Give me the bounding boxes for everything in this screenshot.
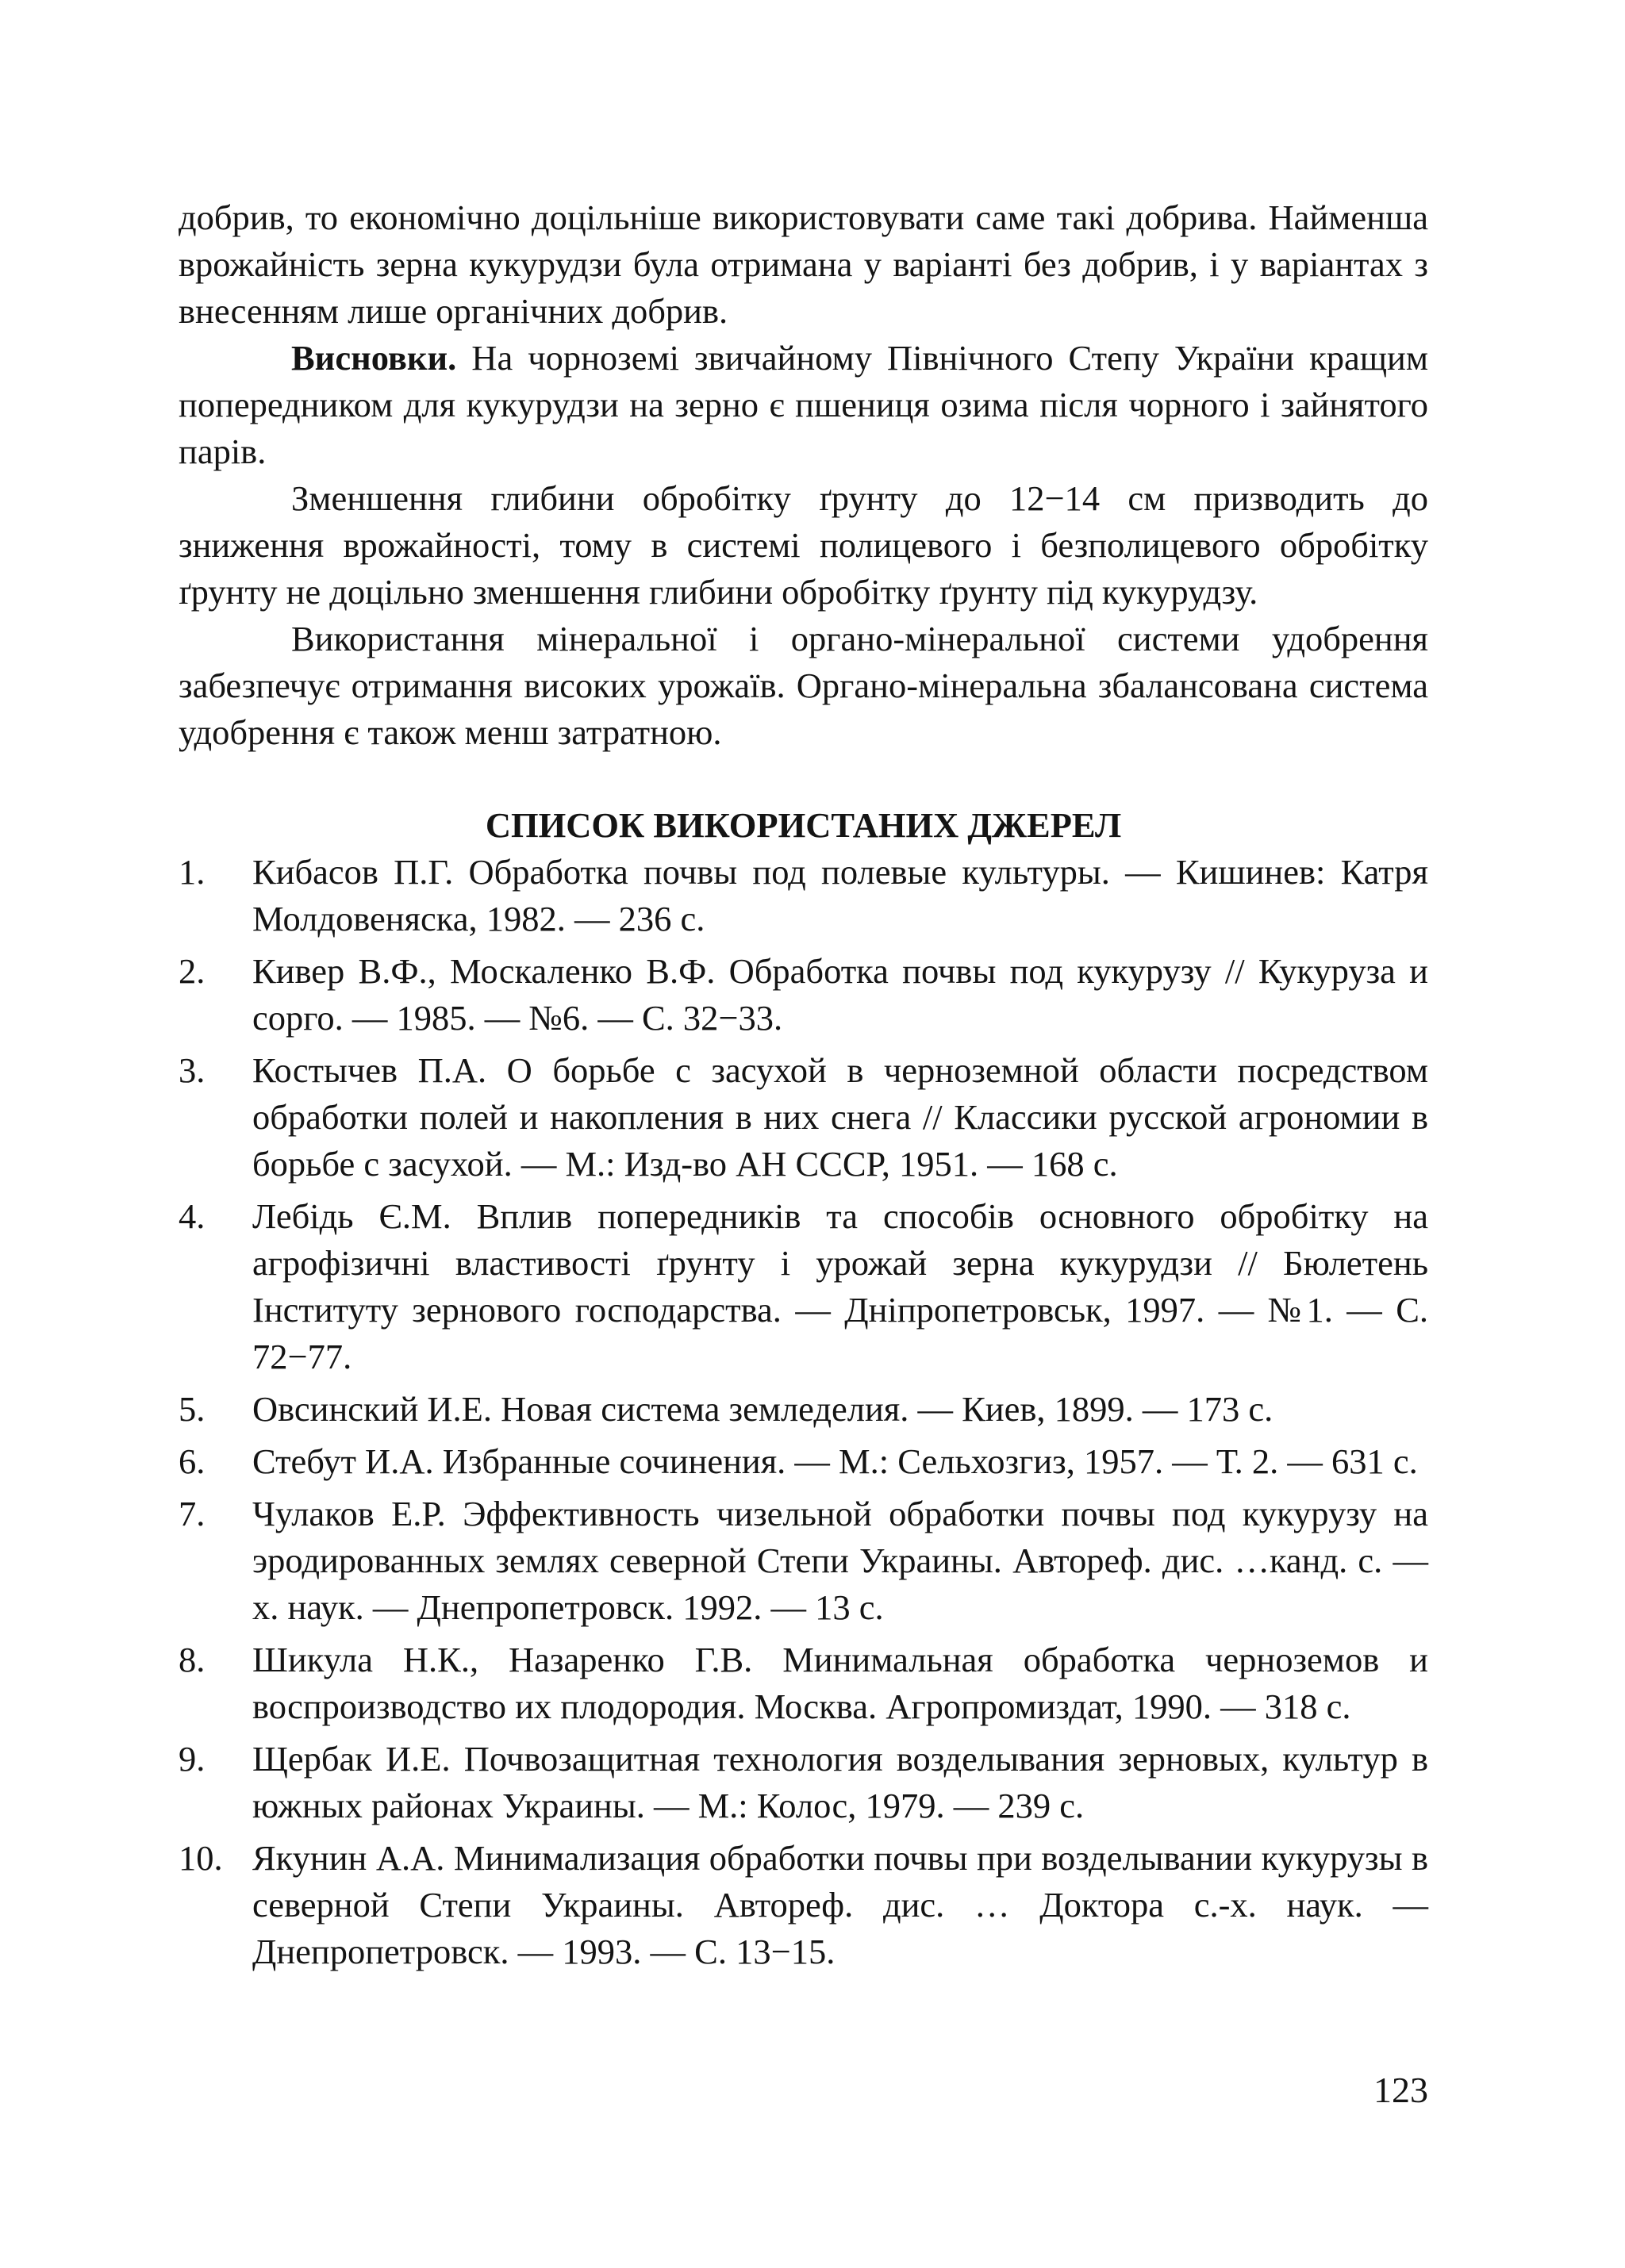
reference-item <box>179 1386 1428 1433</box>
reference-item <box>179 1637 1428 1730</box>
reference-number: 5. <box>179 1389 206 1429</box>
reference-text: Чулаков Е.Р. Эффективность чизельной обработки почвы под кукурузу на эродированных землях северной Степи Украины. Автореф. дис. …канд. с. — х. наук. — Днепропетровск. 1992. — 13 с. <box>252 1494 1428 1627</box>
reference-item <box>179 1491 1428 1631</box>
reference-number: 1. <box>179 852 206 892</box>
reference-text: Стебут И.А. Избранные сочинения. — М.: Сельхозгиз, 1957. — Т. 2. — 631 с. <box>252 1441 1418 1481</box>
body-paragraph-1: добрив, то економічно доцільніше використовувати саме такі добрива. Найменша врожайність зерна кукурудзи була отримана у варіанті без добрив, і у варіантах з внесенням лише органічних добрив. <box>179 198 1428 331</box>
body-paragraph-4: Використання мінеральної і органо-мінеральної системи удобрення забезпечує отримання високих урожаїв. Органо-мінеральна збалансована система удобрення є також менш затратною. <box>179 619 1428 752</box>
references-list <box>179 849 1428 1975</box>
reference-text: Овсинский И.Е. Новая система земледелия. — Киев, 1899. — 173 с. <box>252 1389 1273 1429</box>
document-page <box>179 194 1428 1981</box>
reference-text: Костычев П.А. О борьбе с засухой в черноземной области посредством обработки полей и накопления в них снега // Классики русской агрономии в борьбе с засухой. — М.: Изд-во АН СССР, 1951. — 168 с. <box>252 1050 1428 1184</box>
reference-item <box>179 1047 1428 1188</box>
reference-number: 7. <box>179 1494 206 1533</box>
reference-item <box>179 1438 1428 1485</box>
reference-text: Лебідь Є.М. Вплив попередників та способів основного обробітку на агрофізичні властивості ґрунту і урожай зерна кукурудзи // Бюлетень Інституту зернового господарства. — Дніпропетровськ, 1997. — №1. — С. 72−77. <box>252 1196 1428 1376</box>
body-paragraph-3: Зменшення глибини обробітку ґрунту до 12−14 см призводить до зниження врожайності, тому в системі полицевого і безполицевого обробітку ґрунту не доцільно зменшення глибини обробітку ґрунту під кукурудзу. <box>179 478 1428 612</box>
reference-number: 8. <box>179 1640 206 1679</box>
references-heading: СПИСОК ВИКОРИСТАНИХ ДЖЕРЕЛ <box>485 805 1122 845</box>
reference-text: Якунин А.А. Минимализация обработки почвы при возделывании кукурузы в северной Степи Украины. Автореф. дис. … Доктора с.-х. наук. — Днепропетровск. — 1993. — С. 13−15. <box>252 1838 1428 1971</box>
conclusions-paragraph <box>179 335 1428 475</box>
reference-number: 2. <box>179 951 206 991</box>
conclusions-text: На чорноземі звичайному Північного Степу України кращим попередником для кукурудзи на зерно є пшениця озима після чорного і зайнятого парів. <box>179 338 1428 471</box>
page-number: 123 <box>1373 2070 1428 2110</box>
reference-text: Шикула Н.К., Назаренко Г.В. Минимальная обработка черноземов и воспроизводство их плодородия. Москва. Агропромиздат, 1990. — 318 с. <box>252 1640 1428 1726</box>
reference-item <box>179 948 1428 1042</box>
reference-item <box>179 1736 1428 1829</box>
reference-number: 4. <box>179 1196 206 1236</box>
conclusions-label: Висновки. <box>291 338 457 378</box>
reference-number: 9. <box>179 1739 206 1779</box>
reference-number: 6. <box>179 1441 206 1481</box>
reference-text: Щербак И.Е. Почвозащитная технология возделывания зерновых, культур в южных районах Украины. — М.: Колос, 1979. — 239 с. <box>252 1739 1428 1825</box>
reference-item <box>179 849 1428 942</box>
reference-item <box>179 1193 1428 1380</box>
reference-number: 3. <box>179 1050 206 1090</box>
reference-number: 10. <box>179 1838 223 1878</box>
reference-text: Кивер В.Ф., Москаленко В.Ф. Обработка почвы под кукурузу // Кукуруза и сорго. — 1985. — №6. — С. 32−33. <box>252 951 1428 1038</box>
reference-text: Кибасов П.Г. Обработка почвы под полевые культуры. — Кишинев: Катря Молдовеняска, 1982. — 236 с. <box>252 852 1428 938</box>
reference-item <box>179 1835 1428 1975</box>
